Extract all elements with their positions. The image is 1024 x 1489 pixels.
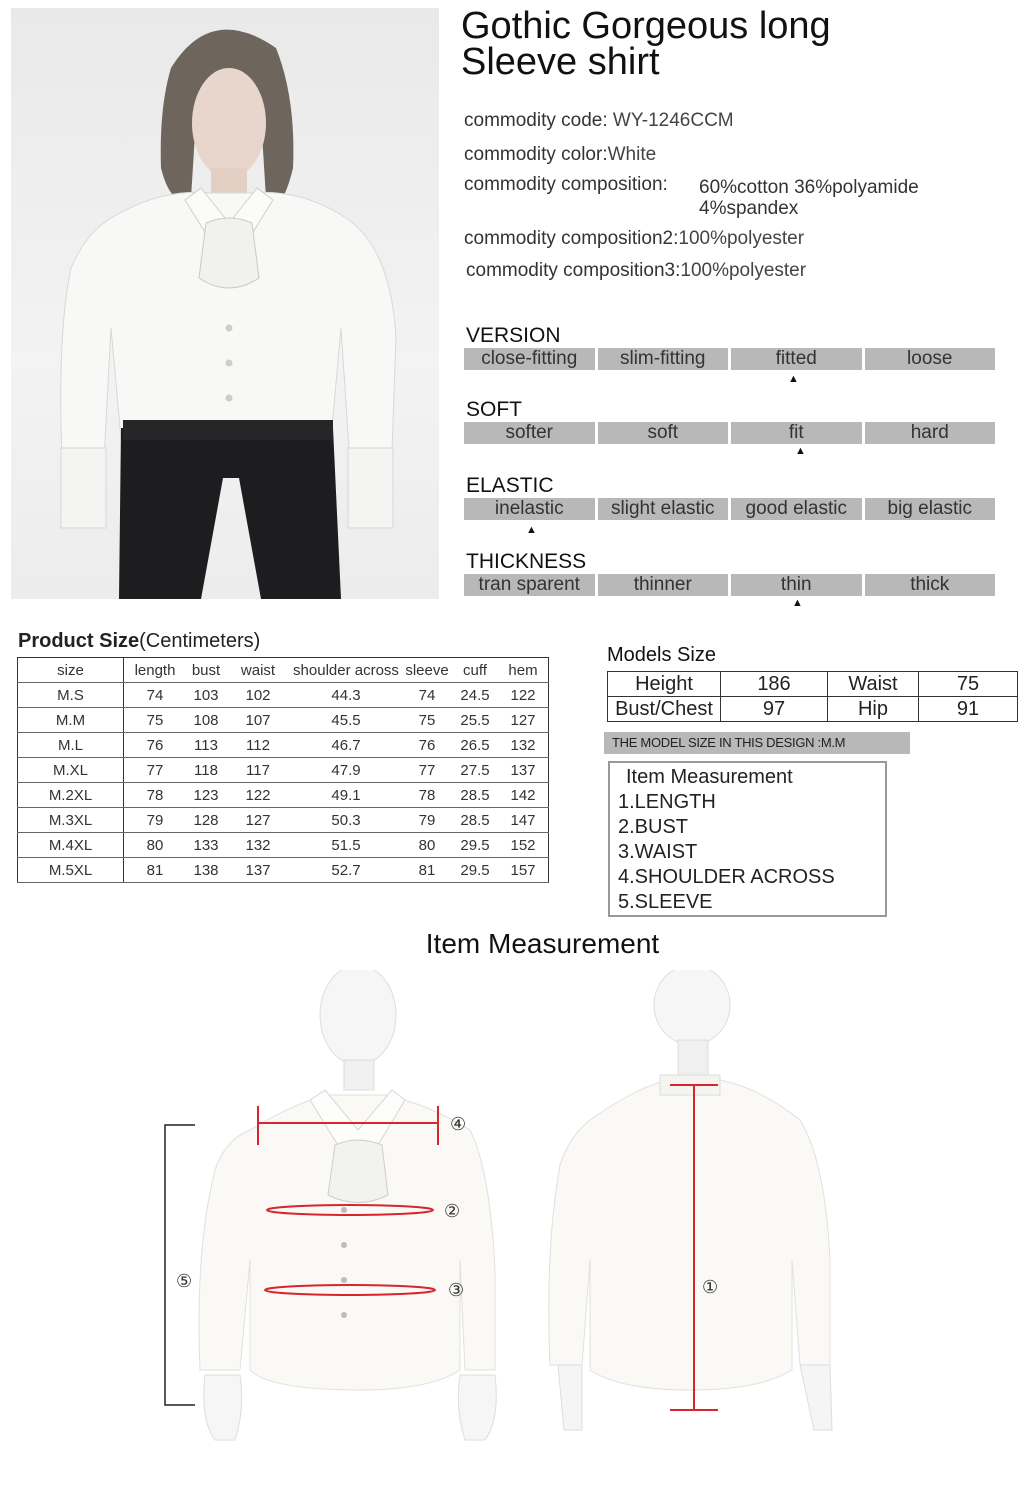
spec-code: [464, 110, 734, 132]
spec-color-label: commodity color:: [464, 144, 608, 165]
size-cell: 45.5: [290, 708, 402, 733]
model-illustration: [11, 8, 439, 599]
spec-composition3: [466, 260, 806, 282]
size-cell: M.XL: [18, 758, 124, 783]
measurement-legend-title: Item Measurement: [626, 766, 793, 788]
size-cell: 46.7: [290, 733, 402, 758]
model-photo: [11, 8, 439, 599]
size-cell: 51.5: [290, 833, 402, 858]
measurement-item: 1.LENGTH: [618, 791, 716, 813]
scale-thickness-option: thick: [865, 574, 996, 596]
size-cell: 127: [498, 708, 549, 733]
size-cell: 122: [498, 683, 549, 708]
spec-composition-label: commodity composition:: [464, 174, 668, 195]
mannequin-head: [320, 970, 396, 1065]
spec-composition-value-1: 60%cotton 36%polyamide: [699, 177, 919, 198]
size-cell: 78: [124, 783, 187, 808]
marker-5: ⑤: [176, 1271, 193, 1292]
size-cell: 112: [226, 733, 290, 758]
scale-soft-option: hard: [865, 422, 996, 444]
measurement-legend: [608, 761, 887, 917]
scale-soft-option: fit: [731, 422, 862, 444]
model-height-label: Height: [608, 672, 721, 697]
size-table-row: [18, 783, 549, 808]
front-mannequin-diagram: [160, 970, 510, 1470]
scale-version: [464, 348, 995, 370]
scale-version-title: VERSION: [466, 324, 561, 347]
size-table-row: [18, 683, 549, 708]
spec-composition3-value: 100%polyester: [680, 260, 807, 281]
size-cell: M.3XL: [18, 808, 124, 833]
model-bust-label: Bust/Chest: [608, 697, 721, 722]
product-title: [461, 5, 1001, 83]
model-height-value: 186: [721, 672, 828, 697]
size-table-row: [18, 708, 549, 733]
size-table-header: cuff: [452, 658, 498, 683]
size-cell: 127: [226, 808, 290, 833]
scale-version-option: loose: [865, 348, 996, 370]
size-table-header: shoulder across: [290, 658, 402, 683]
spec-composition2-value: 100%polyester: [678, 228, 805, 249]
scale-elastic: [464, 498, 995, 520]
size-cell: M.S: [18, 683, 124, 708]
size-cell: 117: [226, 758, 290, 783]
models-row: [608, 672, 1018, 697]
measurement-section-title: Item Measurement: [425, 928, 660, 959]
size-cell: 80: [124, 833, 187, 858]
size-cell: 50.3: [290, 808, 402, 833]
models-row: [608, 697, 1018, 722]
scale-elastic-option: big elastic: [865, 498, 996, 520]
scale-soft-option: soft: [598, 422, 729, 444]
models-size-title: Models Size: [607, 644, 716, 666]
scale-soft: [464, 422, 995, 444]
scale-soft-title: SOFT: [466, 398, 522, 421]
size-cell: 113: [186, 733, 226, 758]
size-cell: M.4XL: [18, 833, 124, 858]
scale-thickness-option: thinner: [598, 574, 729, 596]
size-table-row: [18, 758, 549, 783]
scale-elastic-option: inelastic: [464, 498, 595, 520]
model-waist-value: 75: [919, 672, 1018, 697]
size-cell: 76: [124, 733, 187, 758]
size-cell: 28.5: [452, 808, 498, 833]
size-cell: 74: [402, 683, 452, 708]
model-size-note: THE MODEL SIZE IN THIS DESIGN :M.M: [604, 732, 910, 754]
measurement-item: 5.SLEEVE: [618, 891, 713, 913]
size-table-row: [18, 733, 549, 758]
spec-composition3-label: commodity composition3:: [466, 260, 681, 281]
size-cell: 102: [226, 683, 290, 708]
size-cell: 122: [226, 783, 290, 808]
back-mannequin-diagram: [530, 970, 860, 1470]
size-cell: 103: [186, 683, 226, 708]
scale-elastic-title: ELASTIC: [466, 474, 554, 497]
size-cell: 78: [402, 783, 452, 808]
model-waist-label: Waist: [828, 672, 919, 697]
size-table-header: waist: [226, 658, 290, 683]
size-cell: 29.5: [452, 858, 498, 883]
size-cell: 147: [498, 808, 549, 833]
size-cell: 80: [402, 833, 452, 858]
size-cell: 29.5: [452, 833, 498, 858]
size-cell: 77: [402, 758, 452, 783]
size-cell: 132: [226, 833, 290, 858]
spec-code-label: commodity code:: [464, 110, 608, 131]
size-table: [17, 657, 549, 883]
size-cell: 28.5: [452, 783, 498, 808]
size-table-header: size: [18, 658, 124, 683]
size-cell: 79: [124, 808, 187, 833]
size-chart-unit: (Centimeters): [139, 630, 261, 652]
size-cell: 47.9: [290, 758, 402, 783]
back-shirt: [549, 1080, 830, 1390]
spec-composition-values: [699, 177, 919, 219]
title-line-2: Sleeve shirt: [461, 41, 660, 83]
size-cell: M.M: [18, 708, 124, 733]
size-cell: 52.7: [290, 858, 402, 883]
size-cell: 137: [226, 858, 290, 883]
size-cell: 77: [124, 758, 187, 783]
size-table-header: length: [124, 658, 187, 683]
measurement-item: 2.BUST: [618, 816, 689, 838]
scale-soft-option: softer: [464, 422, 595, 444]
size-cell: M.5XL: [18, 858, 124, 883]
size-cell: 75: [124, 708, 187, 733]
scale-thickness-option: tran sparent: [464, 574, 595, 596]
scale-elastic-marker: ▲: [526, 524, 537, 536]
size-cell: 27.5: [452, 758, 498, 783]
size-cell: 138: [186, 858, 226, 883]
models-size-table: [607, 671, 1018, 722]
size-cell: 142: [498, 783, 549, 808]
size-cell: 152: [498, 833, 549, 858]
spec-composition2-label: commodity composition2:: [464, 228, 679, 249]
marker-2: ②: [444, 1201, 461, 1222]
size-cell: 123: [186, 783, 226, 808]
model-hip-value: 91: [919, 697, 1018, 722]
size-cell: 108: [186, 708, 226, 733]
scale-version-marker: ▲: [788, 373, 799, 385]
title-line-1: Gothic Gorgeous long: [461, 5, 831, 47]
spec-code-value: WY-1246CCM: [612, 110, 734, 131]
size-cell: 79: [402, 808, 452, 833]
scale-version-option: close-fitting: [464, 348, 595, 370]
size-chart-title: [18, 630, 260, 653]
size-cell: M.L: [18, 733, 124, 758]
scale-elastic-option: slight elastic: [598, 498, 729, 520]
scale-version-option: fitted: [731, 348, 862, 370]
size-table-header: hem: [498, 658, 549, 683]
marker-3: ③: [448, 1280, 465, 1301]
model-bust-value: 97: [721, 697, 828, 722]
size-table-row: [18, 808, 549, 833]
scale-thickness-title: THICKNESS: [466, 550, 587, 573]
spec-color: [464, 144, 656, 166]
mannequin-head: [654, 970, 730, 1045]
scale-version-option: slim-fitting: [598, 348, 729, 370]
spec-composition: [464, 174, 668, 196]
scale-thickness-option: thin: [731, 574, 862, 596]
size-cell: 25.5: [452, 708, 498, 733]
size-cell: 107: [226, 708, 290, 733]
spec-composition2: [464, 228, 804, 250]
size-table-header: bust: [186, 658, 226, 683]
size-cell: 24.5: [452, 683, 498, 708]
size-table-header-row: [18, 658, 549, 683]
size-cell: 137: [498, 758, 549, 783]
scale-elastic-option: good elastic: [731, 498, 862, 520]
model-hip-label: Hip: [828, 697, 919, 722]
marker-1: ①: [702, 1277, 719, 1298]
measurement-item: 4.SHOULDER ACROSS: [618, 866, 835, 888]
size-cell: 133: [186, 833, 226, 858]
size-cell: 81: [124, 858, 187, 883]
size-cell: 44.3: [290, 683, 402, 708]
size-cell: 81: [402, 858, 452, 883]
size-table-row: [18, 858, 549, 883]
size-cell: 128: [186, 808, 226, 833]
size-chart-title-text: Product Size: [18, 630, 140, 652]
size-cell: 132: [498, 733, 549, 758]
size-cell: 26.5: [452, 733, 498, 758]
measurement-item: 3.WAIST: [618, 841, 698, 863]
size-table-row: [18, 833, 549, 858]
size-cell: 157: [498, 858, 549, 883]
spec-composition-value-2: 4%spandex: [699, 198, 799, 219]
scale-soft-marker: ▲: [795, 445, 806, 457]
size-cell: 74: [124, 683, 187, 708]
scale-thickness: [464, 574, 995, 596]
scale-thickness-marker: ▲: [792, 597, 803, 609]
spec-color-value: White: [607, 144, 657, 165]
size-table-header: sleeve: [402, 658, 452, 683]
size-cell: 49.1: [290, 783, 402, 808]
size-cell: 118: [186, 758, 226, 783]
size-cell: 76: [402, 733, 452, 758]
size-cell: 75: [402, 708, 452, 733]
size-cell: M.2XL: [18, 783, 124, 808]
marker-4: ④: [450, 1114, 467, 1135]
